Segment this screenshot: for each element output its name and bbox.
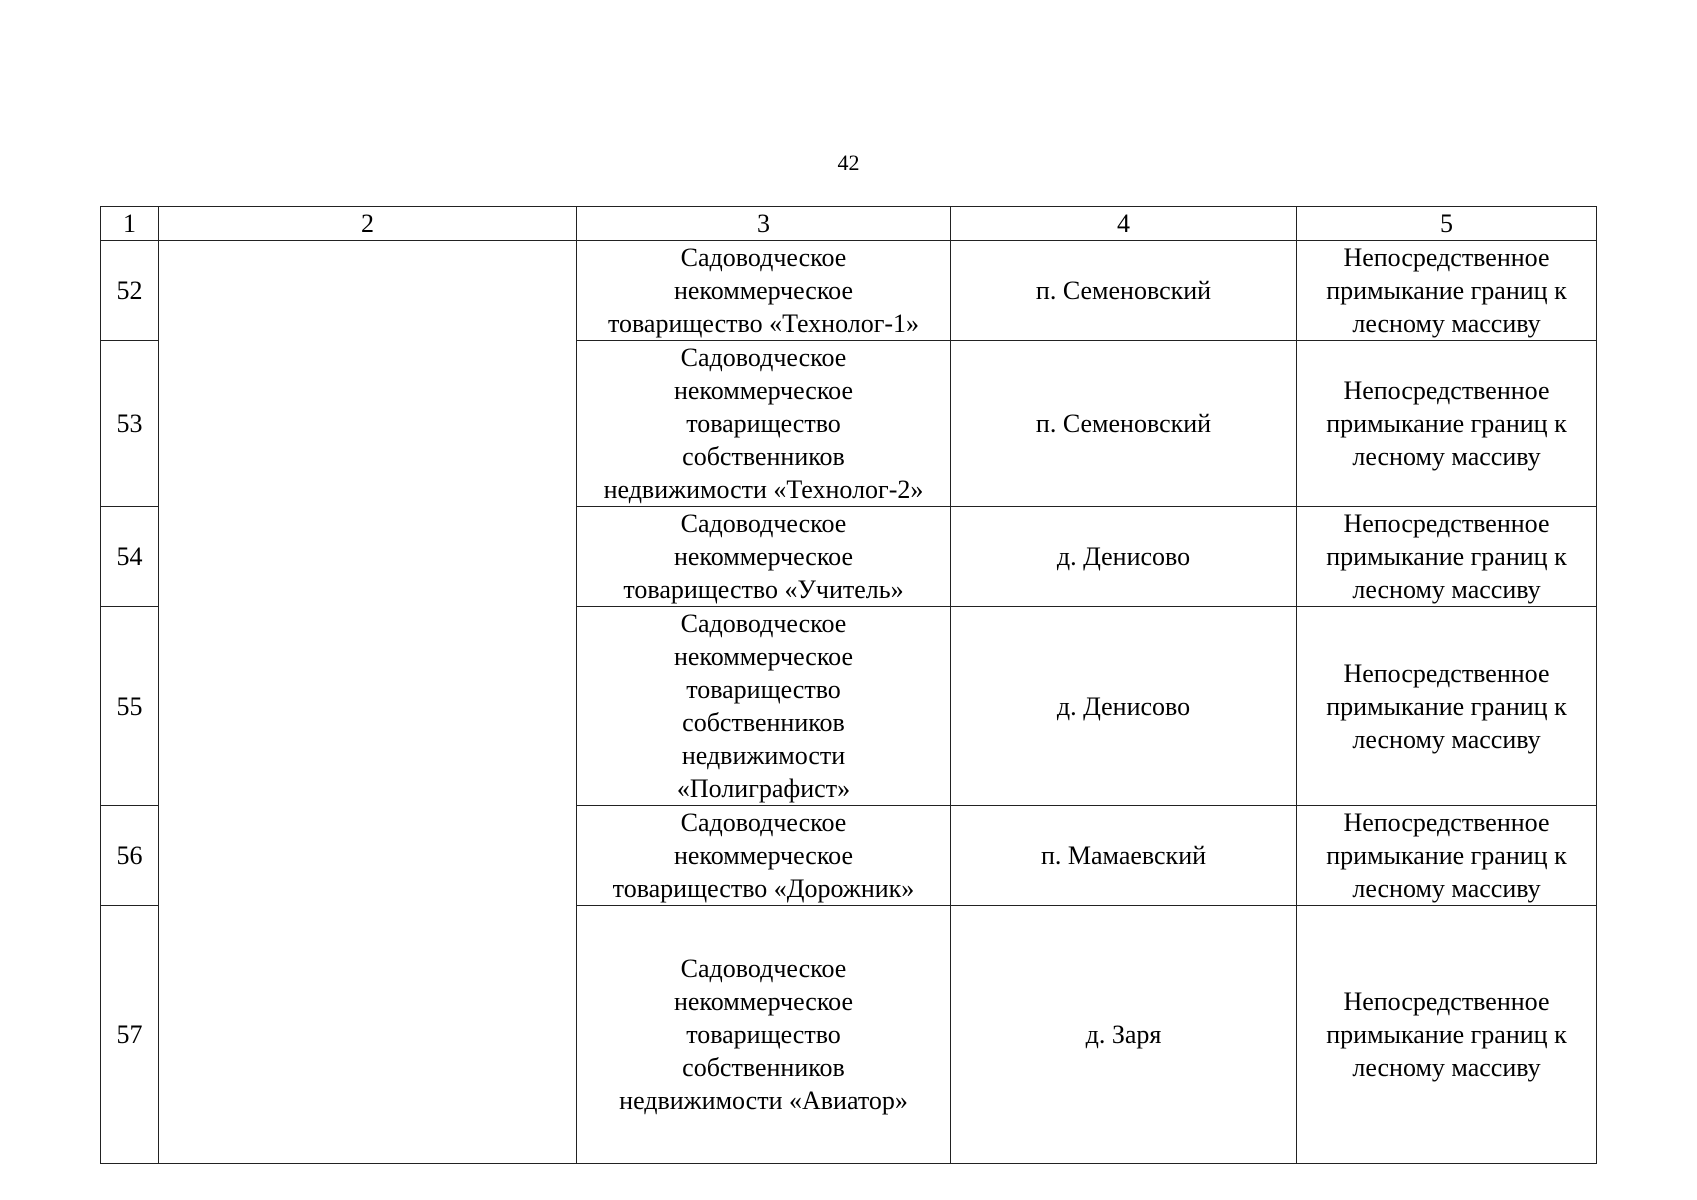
reason-line: Непосредственное — [1343, 376, 1550, 405]
organization-name-line: некоммерческое — [673, 376, 854, 405]
reason-line: лесному массиву — [1352, 575, 1541, 604]
organization-name-line: некоммерческое — [673, 276, 854, 305]
row-number-cell: 53 — [101, 341, 159, 507]
organization-name-line: некоммерческое — [673, 841, 854, 870]
organization-name-line: товарищество — [686, 1020, 841, 1049]
reason-line: Непосредственное — [1343, 509, 1550, 538]
organization-name-cell — [577, 507, 951, 607]
column-header-2: 2 — [159, 207, 577, 241]
organization-name-line: некоммерческое — [673, 987, 854, 1016]
reason-cell — [1297, 806, 1597, 906]
organization-name-line: товарищество «Технолог-1» — [607, 309, 920, 338]
organization-name-cell — [577, 906, 951, 1164]
organization-name-line: собственников — [682, 442, 845, 471]
reason-line: примыкание границ к — [1326, 841, 1567, 870]
reason-line: примыкание границ к — [1326, 542, 1567, 571]
reason-cell — [1297, 607, 1597, 806]
organization-name-line: товарищество «Учитель» — [623, 575, 904, 604]
table-row — [101, 241, 1597, 341]
organization-name-line: Садоводческое — [680, 609, 847, 638]
column-header-5: 5 — [1297, 207, 1597, 241]
reason-cell — [1297, 341, 1597, 507]
merged-empty-cell — [159, 241, 577, 1164]
organization-name-line: некоммерческое — [673, 642, 854, 671]
reason-line: лесному массиву — [1352, 1053, 1541, 1082]
organization-name-cell — [577, 341, 951, 507]
reason-line: лесному массиву — [1352, 724, 1541, 754]
organization-name-line: Садоводческое — [680, 509, 847, 538]
organization-name-line: товарищество — [686, 675, 841, 704]
column-header-4: 4 — [951, 207, 1297, 241]
document-table — [100, 206, 1597, 1164]
row-number-cell: 57 — [101, 906, 159, 1164]
organization-name-line: «Полиграфист» — [676, 774, 851, 803]
column-header-3: 3 — [577, 207, 951, 241]
organization-name-line: недвижимости — [681, 741, 846, 770]
organization-name-line: Садоводческое — [680, 243, 847, 272]
location-cell: п. Мамаевский — [951, 806, 1297, 906]
location-cell: д. Денисово — [951, 507, 1297, 607]
organization-name-line: товарищество «Дорожник» — [612, 874, 915, 903]
reason-cell — [1297, 906, 1597, 1164]
column-header-1: 1 — [101, 207, 159, 241]
organization-name-line: собственников — [682, 708, 845, 737]
organization-name-cell — [577, 241, 951, 341]
reason-cell — [1297, 241, 1597, 341]
organization-name-line: товарищество — [686, 409, 841, 438]
reason-line: Непосредственное — [1343, 808, 1550, 837]
organization-name-line: собственников — [682, 1053, 845, 1082]
row-number-cell: 56 — [101, 806, 159, 906]
row-number-cell: 52 — [101, 241, 159, 341]
organization-name-line: некоммерческое — [673, 542, 854, 571]
location-cell: п. Семеновский — [951, 341, 1297, 507]
table-header-row — [101, 207, 1597, 241]
reason-line: лесному массиву — [1352, 309, 1541, 338]
location-cell: д. Заря — [951, 906, 1297, 1164]
row-number-cell: 55 — [101, 607, 159, 806]
organization-name-line: недвижимости «Авиатор» — [619, 1086, 908, 1115]
organization-name-line: Садоводческое — [680, 343, 847, 372]
page-number: 42 — [837, 150, 860, 175]
reason-line: Непосредственное — [1343, 987, 1550, 1016]
reason-line: примыкание границ к — [1326, 691, 1567, 721]
row-number-cell: 54 — [101, 507, 159, 607]
reason-line: лесному массиву — [1352, 874, 1541, 903]
organization-name-line: недвижимости «Технолог-2» — [603, 475, 924, 504]
reason-line: примыкание границ к — [1326, 1020, 1567, 1049]
location-cell: п. Семеновский — [951, 241, 1297, 341]
organization-name-cell — [577, 806, 951, 906]
organization-name-line: Садоводческое — [680, 954, 847, 983]
organization-name-cell — [577, 607, 951, 806]
reason-line: примыкание границ к — [1326, 276, 1567, 305]
reason-cell — [1297, 507, 1597, 607]
location-cell: д. Денисово — [951, 607, 1297, 806]
reason-line: Непосредственное — [1343, 658, 1550, 688]
organization-name-line: Садоводческое — [680, 808, 847, 837]
reason-line: лесному массиву — [1352, 442, 1541, 471]
reason-line: примыкание границ к — [1326, 409, 1567, 438]
reason-line: Непосредственное — [1343, 243, 1550, 272]
